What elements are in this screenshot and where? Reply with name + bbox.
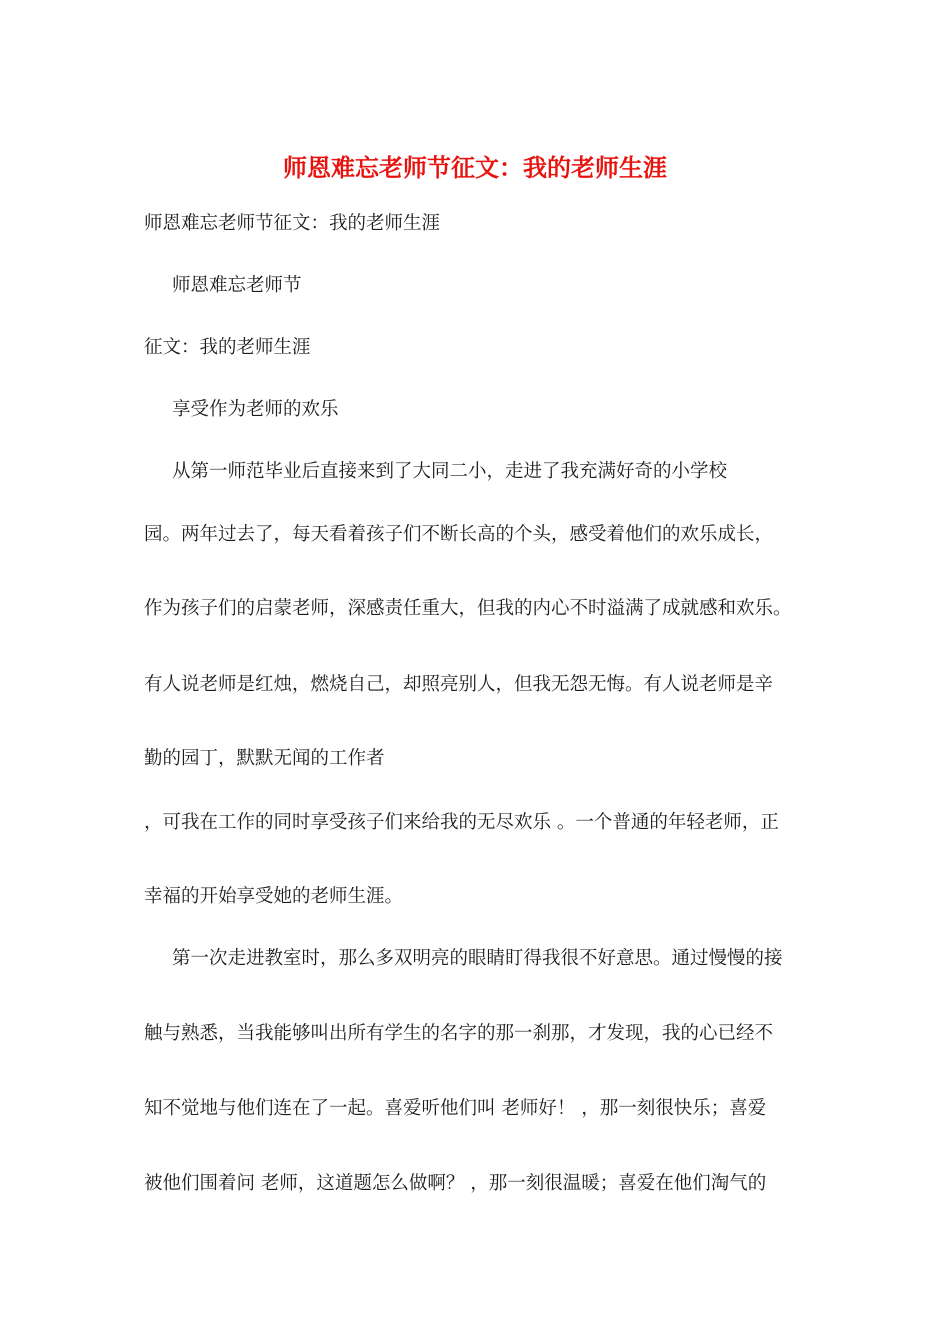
paragraph-line: 知不觉地与他们连在了一起。喜爱听他们叫 老师好！ ，那一刻很快乐；喜爱 [144,1098,767,1119]
paragraph-line: 师恩难忘老师节 [172,275,302,296]
paragraph-line: 触与熟悉，当我能够叫出所有学生的名字的那一刹那，才发现，我的心已经不 [144,1023,774,1044]
paragraph-line: 被他们围着问 老师，这道题怎么做啊？ ，那一刻很温暖；喜爱在他们淘气的 [144,1173,767,1194]
paragraph-line: 师恩难忘老师节征文：我的老师生涯 [144,213,441,234]
paragraph-line: 勤的园丁，默默无闻的工作者 [144,748,385,769]
paragraph-line: 从第一师范毕业后直接来到了大同二小，走进了我充满好奇的小学校 [172,461,728,482]
paragraph-line: 享受作为老师的欢乐 [172,399,339,420]
document-title: 师恩难忘老师节征文：我的老师生涯 [283,153,667,182]
paragraph-line: 第一次走进教室时，那么多双明亮的眼睛盯得我很不好意思。通过慢慢的接 [172,948,783,969]
paragraph-line: ，可我在工作的同时享受孩子们来给我的无尽欢乐 。一个普通的年轻老师，正 [144,812,779,833]
paragraph-line: 征文：我的老师生涯 [144,337,311,358]
paragraph-line: 有人说老师是红烛，燃烧自己，却照亮别人，但我无怨无悔。有人说老师是辛 [144,674,774,695]
paragraph-line: 作为孩子们的启蒙老师，深感责任重大，但我的内心不时溢满了成就感和欢乐。 [144,598,792,619]
paragraph-line: 幸福的开始享受她的老师生涯。 [144,886,404,907]
paragraph-line: 园。两年过去了，每天看着孩子们不断长高的个头，感受着他们的欢乐成长， [144,524,774,545]
